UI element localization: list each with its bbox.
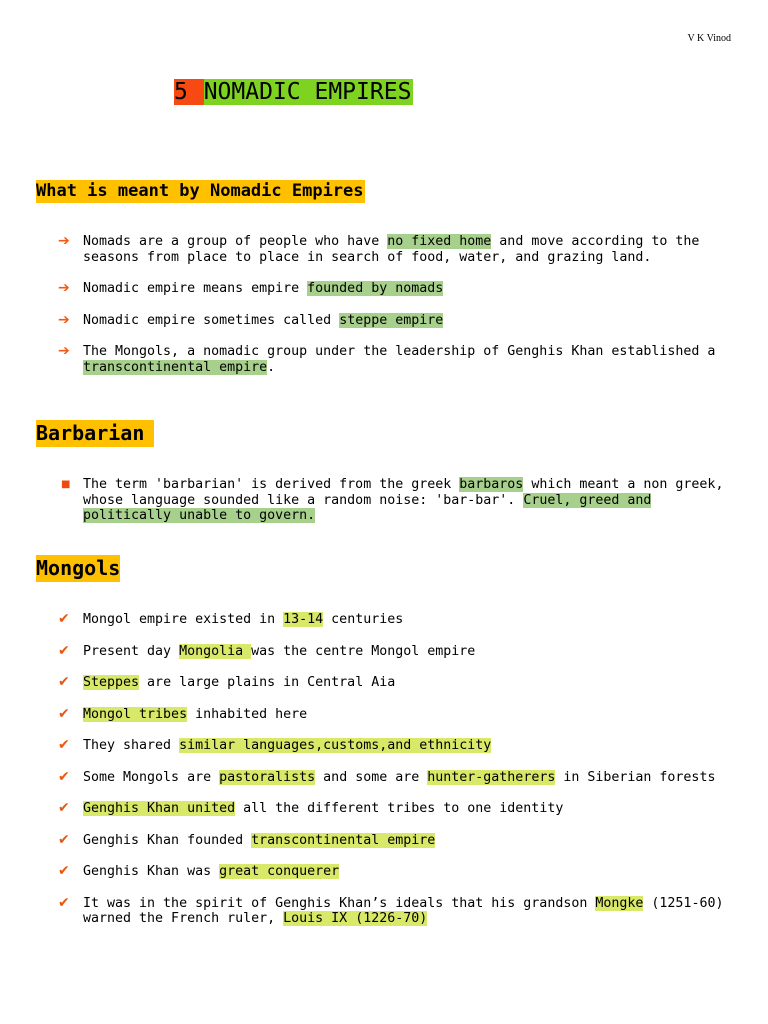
list-item — [58, 344, 738, 375]
item-text: They shared — [83, 738, 180, 753]
item-text: and move according to the seasons from place to place in search of food, water, and grazing land. — [83, 234, 700, 265]
item-text: The Mongols, a nomadic group under the leadership of Genghis Khan established a — [83, 344, 716, 359]
list-item — [58, 313, 738, 329]
highlighted-text: hunter-gatherers — [427, 769, 556, 785]
list-item — [58, 864, 738, 880]
highlighted-text: founded by nomads — [307, 281, 444, 296]
highlighted-text: Mongolia — [179, 643, 252, 659]
item-text: The term 'barbarian' is derived from the greek — [83, 477, 460, 492]
author-name: V K Vinod — [687, 33, 731, 44]
chapter-title — [174, 78, 413, 106]
list-item — [58, 675, 738, 691]
highlighted-text: Genghis Khan united — [83, 801, 236, 816]
item-text: Nomads are a group of people who have — [83, 234, 388, 249]
item-text: Mongol empire existed in — [83, 612, 284, 627]
item-text: and some are — [315, 769, 428, 785]
highlighted-text: no fixed home — [387, 234, 492, 249]
check-mark-icon: ✔ — [58, 831, 70, 848]
item-text: Nomadic empire sometimes called — [83, 312, 340, 328]
right-arrow-icon: ➔ — [58, 280, 70, 296]
barbarian-list — [58, 477, 738, 524]
highlighted-text: Louis IX (1226-70) — [283, 911, 428, 926]
highlighted-text: Cruel, greed and politically unable to govern. — [83, 492, 652, 523]
check-mark-icon: ✔ — [58, 705, 70, 722]
item-text: in Siberian forests — [555, 769, 716, 785]
item-text: Nomadic empire means empire — [83, 281, 308, 296]
highlighted-text: Steppes — [83, 675, 140, 690]
list-item — [58, 738, 738, 754]
list-item — [58, 770, 738, 786]
section-heading-nomadic-empires: What is meant by Nomadic Empires — [36, 181, 364, 201]
list-item — [58, 644, 738, 660]
right-arrow-icon: ➔ — [58, 233, 70, 249]
item-text: Some Mongols are — [83, 769, 220, 785]
check-mark-icon: ✔ — [58, 800, 70, 816]
item-text: (1251-60) warned the French ruler, — [83, 895, 724, 926]
item-text: Present day — [83, 643, 180, 659]
section-heading-mongols: Mongols — [36, 556, 121, 580]
check-mark-icon: ✔ — [58, 894, 70, 911]
item-text: Genghis Khan founded — [83, 832, 252, 848]
highlighted-text: great conquerer — [219, 864, 340, 879]
list-item — [58, 801, 738, 817]
chapter-number: 5 — [174, 79, 202, 105]
check-mark-icon: ✔ — [58, 768, 70, 785]
right-arrow-icon: ➔ — [58, 311, 70, 328]
item-text: all the different tribes to one identity — [235, 801, 564, 816]
highlighted-text: transcontinental empire — [83, 359, 268, 375]
list-item — [58, 896, 738, 927]
chapter-title-text: NOMADIC EMPIRES — [203, 79, 412, 105]
item-text: centuries — [323, 612, 404, 627]
highlighted-text: steppe empire — [339, 312, 444, 328]
check-mark-icon: ✔ — [58, 737, 70, 753]
check-mark-icon: ✔ — [58, 863, 70, 879]
list-item — [58, 234, 738, 265]
check-mark-icon: ✔ — [58, 611, 70, 627]
item-text: was the centre Mongol empire — [251, 643, 476, 659]
nomadic-empires-list — [58, 234, 738, 375]
highlighted-text: 13-14 — [283, 612, 324, 627]
item-text: Genghis Khan was — [83, 864, 220, 879]
highlighted-text: Mongol tribes — [83, 706, 188, 722]
square-bullet-icon: ■ — [61, 479, 71, 490]
check-mark-icon: ✔ — [58, 642, 70, 659]
highlighted-text: similar languages,customs,and ethnicity — [179, 738, 492, 753]
section-heading-barbarian: Barbarian — [36, 420, 154, 447]
highlighted-text: pastoralists — [219, 769, 316, 785]
highlighted-text: Mongke — [595, 895, 644, 911]
list-item — [58, 281, 738, 297]
item-text: inhabited here — [187, 706, 308, 722]
highlighted-text: transcontinental empire — [251, 832, 436, 848]
item-text: It was in the spirit of Genghis Khan’s ideals that his grandson — [83, 895, 596, 911]
list-item — [58, 612, 738, 628]
list-item — [58, 833, 738, 849]
item-text: which meant a non greek, whose language sounded like a random noise: 'bar-bar'. — [83, 477, 724, 508]
list-item — [58, 477, 738, 524]
check-mark-icon: ✔ — [58, 674, 70, 690]
right-arrow-icon: ➔ — [58, 343, 70, 359]
item-text: . — [267, 359, 276, 375]
highlighted-text: barbaros — [459, 477, 524, 492]
item-text: are large plains in Central Aia — [139, 675, 396, 690]
list-item — [58, 707, 738, 723]
mongols-list — [58, 612, 738, 927]
